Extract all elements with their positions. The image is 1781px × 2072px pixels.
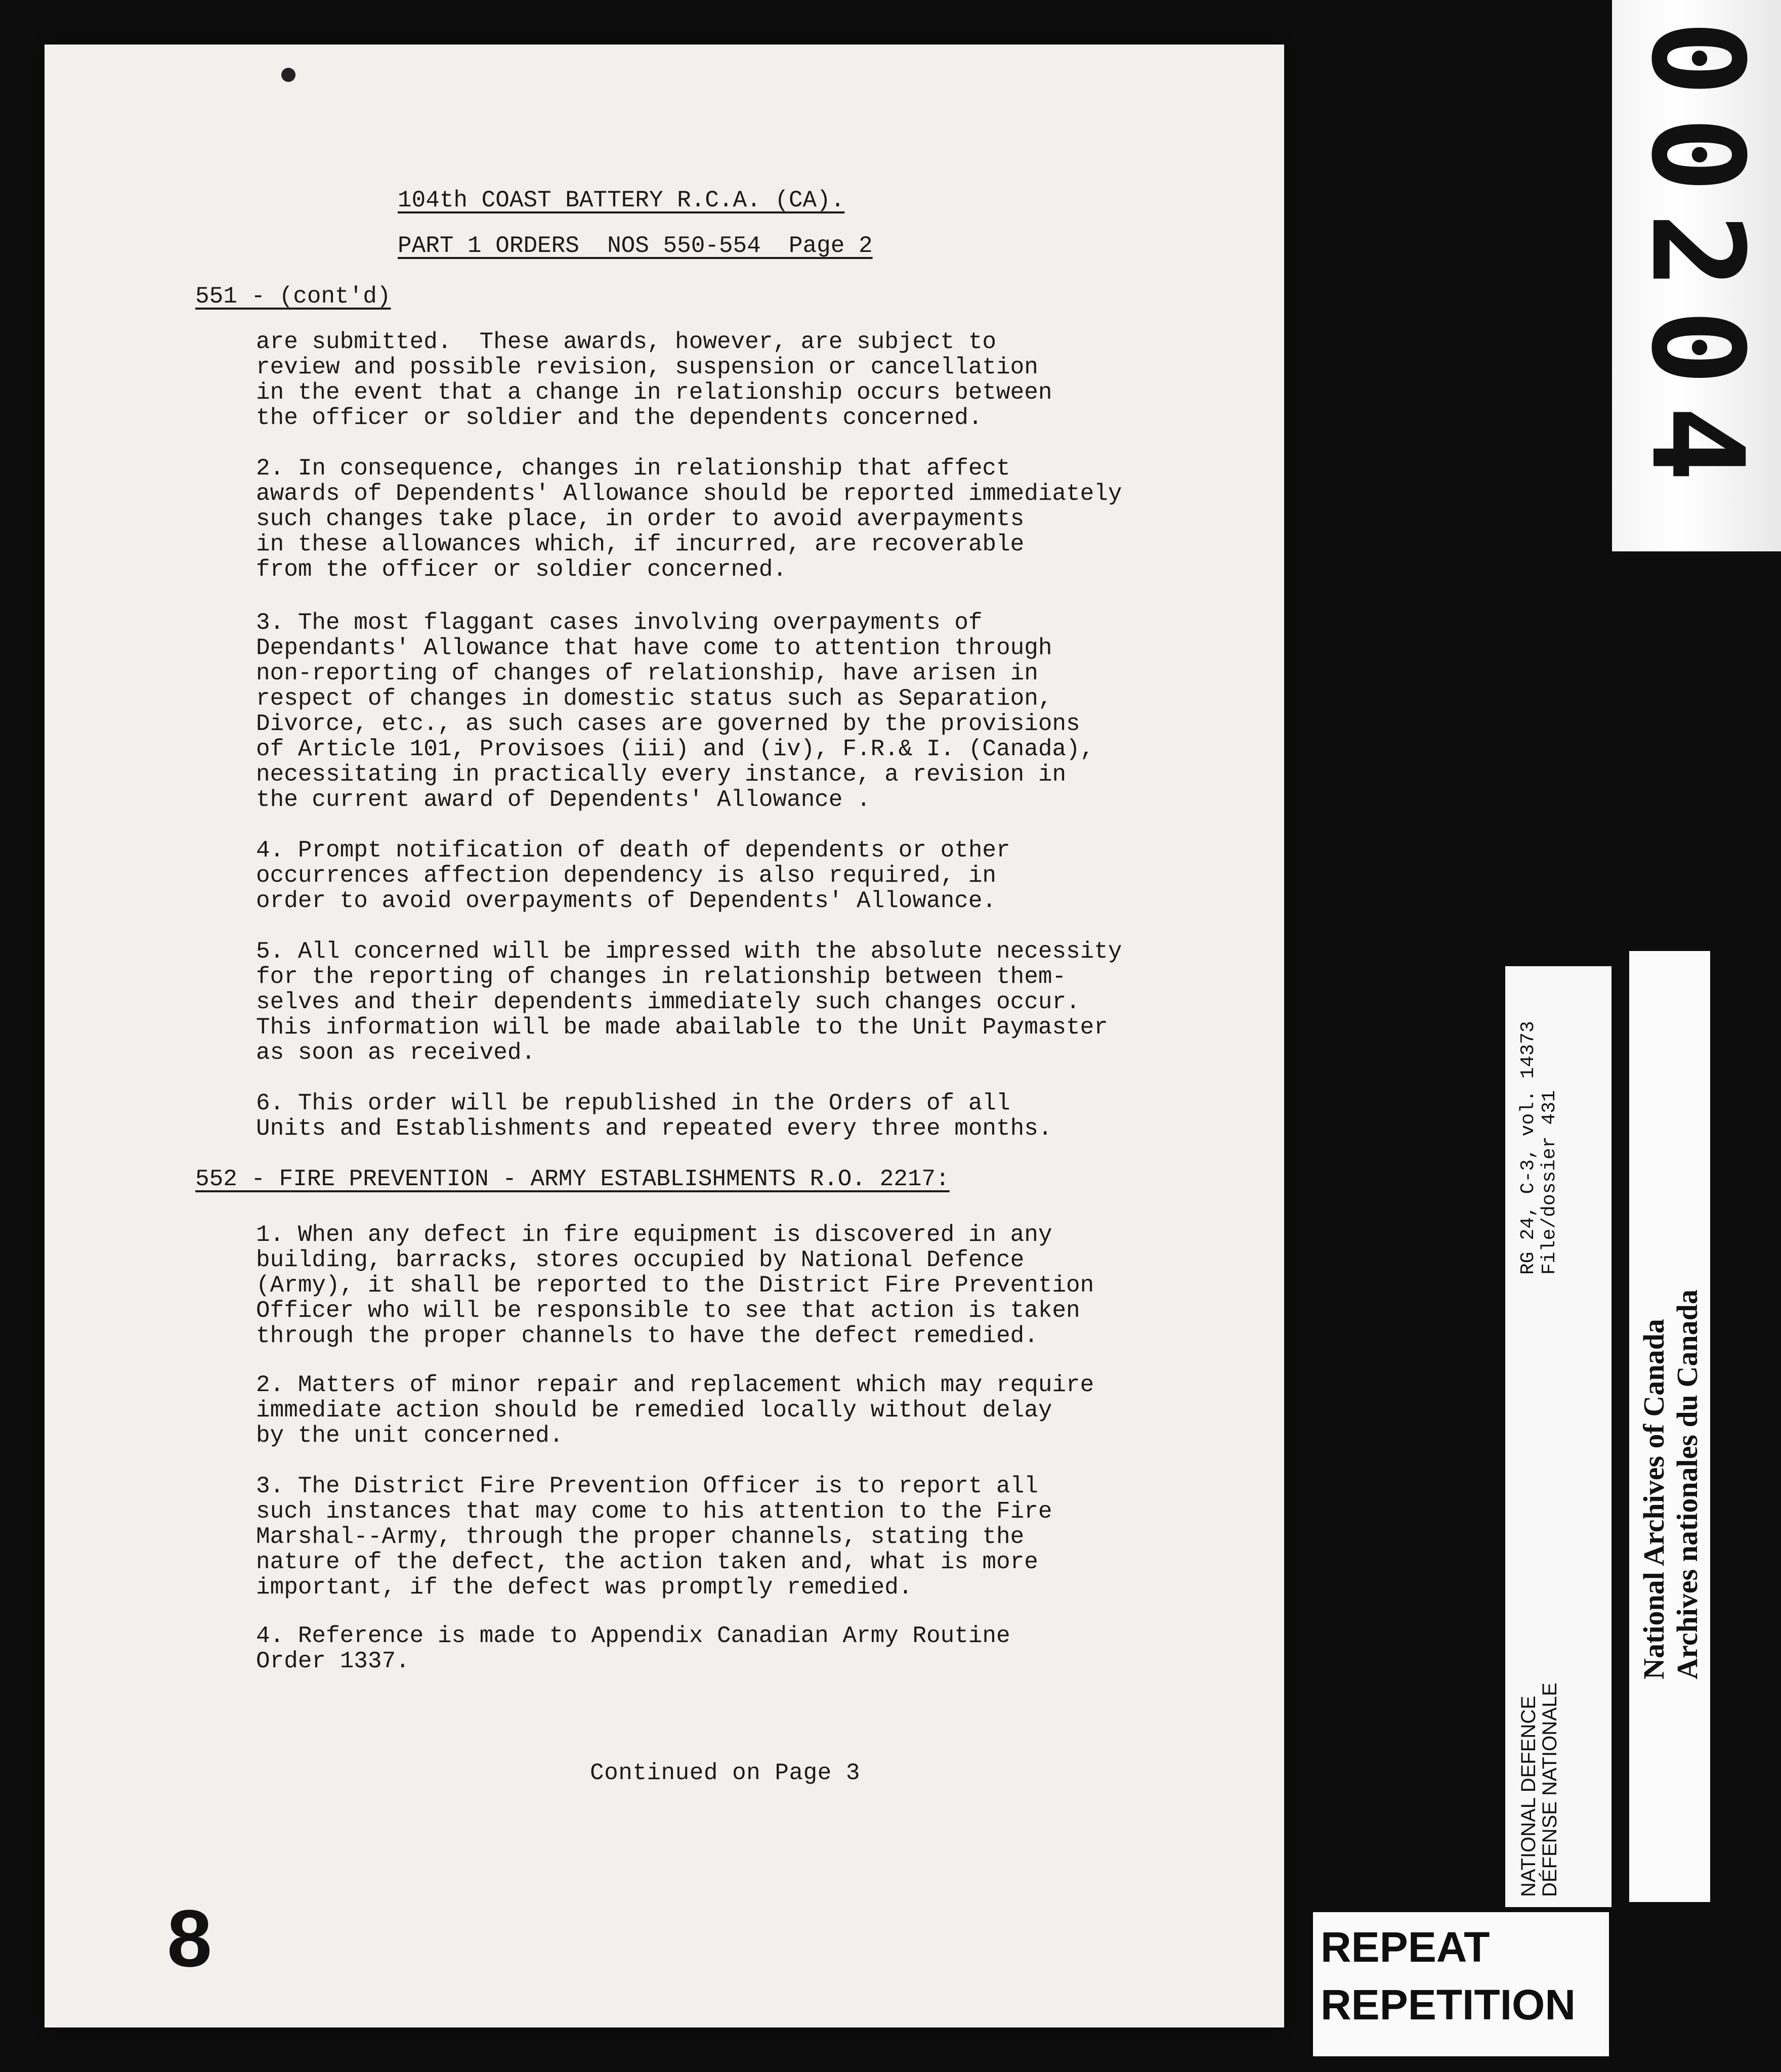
text-line: through the proper channels to have the defect remedied. xyxy=(256,1323,1038,1349)
paragraph-551-3 xyxy=(256,610,1238,812)
national-defence-text xyxy=(1518,1682,1560,1897)
archives-text xyxy=(1637,1289,1704,1679)
national-defence-fr: DÉFENSE NATIONALE xyxy=(1539,1682,1561,1897)
page-mark: 8 xyxy=(167,1893,212,1983)
paragraph-551-4 xyxy=(256,837,1238,913)
punch-hole-mark xyxy=(281,68,295,82)
text-line: 2. Matters of minor repair and replacement which may require xyxy=(256,1372,1094,1398)
continued-footer: Continued on Page 3 xyxy=(590,1760,860,1786)
text-line: 1. When any defect in fire equipment is discovered in any xyxy=(256,1222,1052,1248)
text-line: selves and their dependents immediately such changes occur. xyxy=(256,989,1080,1015)
text-line: occurrences affection dependency is also required, in xyxy=(256,862,997,889)
repeat-stamp-text xyxy=(1321,1918,1576,2034)
text-line: of Article 101, Provisoes (iii) and (iv), F.R.& I. (Canada), xyxy=(256,736,1094,762)
text-line: for the reporting of changes in relationship between them- xyxy=(256,964,1067,990)
text-line: as soon as received. xyxy=(256,1040,536,1066)
text-line: Order 1337. xyxy=(256,1648,410,1674)
text-line: 3. The District Fire Prevention Officer is to report all xyxy=(256,1473,1038,1499)
text-line: important, if the defect was promptly remedied. xyxy=(256,1574,913,1601)
text-line: such instances that may come to his attention to the Fire xyxy=(256,1498,1052,1525)
paragraph-551-5 xyxy=(256,938,1238,1065)
text-line: non-reporting of changes of relationship, have arisen in xyxy=(256,660,1038,686)
text-line: nature of the defect, the action taken and, what is more xyxy=(256,1549,1038,1575)
text-line: by the unit concerned. xyxy=(256,1422,564,1449)
text-line: such changes take place, in order to avoid averpayments xyxy=(256,506,1025,532)
text-line: are submitted. These awards, however, are subject to xyxy=(256,329,997,355)
text-line: (Army), it shall be reported to the District Fire Prevention xyxy=(256,1272,1094,1299)
text-line: the officer or soldier and the dependents concerned. xyxy=(256,405,983,431)
text-line: Divorce, etc., as such cases are governed by the provisions xyxy=(256,711,1080,737)
text-line: awards of Dependents' Allowance should be reported immediately xyxy=(256,481,1122,507)
text-line: Units and Establishments and repeated every three months. xyxy=(256,1115,1052,1142)
text-line: the current award of Dependents' Allowance . xyxy=(256,787,871,813)
text-line: Officer who will be responsible to see that action is taken xyxy=(256,1298,1080,1324)
text-line: immediate action should be remedied locally without delay xyxy=(256,1397,1052,1423)
national-defence-en: NATIONAL DEFENCE xyxy=(1517,1696,1540,1897)
archives-en: National Archives of Canada xyxy=(1637,1319,1670,1679)
paragraph-552-2 xyxy=(256,1372,1238,1448)
text-line: 4. Prompt notification of death of dependents or other xyxy=(256,837,1010,864)
text-line: This information will be made abailable to the Unit Paymaster xyxy=(256,1014,1108,1041)
document-title: 104th COAST BATTERY R.C.A. (CA). xyxy=(398,187,845,213)
text-line: 4. Reference is made to Appendix Canadian Army Routine xyxy=(256,1623,1010,1649)
text-line: building, barracks, stores occupied by National Defence xyxy=(256,1247,1025,1273)
paragraph-551-6 xyxy=(256,1090,1238,1141)
frame-number: 00204 xyxy=(1624,20,1771,502)
text-line: from the officer or soldier concerned. xyxy=(256,556,787,583)
reference-line-2: File/dossier 431 xyxy=(1539,1090,1560,1275)
paragraph-551-1 xyxy=(256,329,1238,430)
text-line: necessitating in practically every instance, a revision in xyxy=(256,761,1067,788)
text-line: order to avoid overpayments of Dependents' Allowance. xyxy=(256,888,997,914)
reference-line-1: RG 24, C-3, vol. 14373 xyxy=(1517,1021,1539,1275)
text-line: Dependants' Allowance that have come to attention through xyxy=(256,635,1052,661)
text-line: 2. In consequence, changes in relationship that affect xyxy=(256,455,1010,482)
archive-reference xyxy=(1518,1021,1560,1275)
paragraph-552-3 xyxy=(256,1473,1238,1600)
text-line: Marshal--Army, through the proper channels, stating the xyxy=(256,1524,1025,1550)
text-line: in the event that a change in relationship occurs between xyxy=(256,379,1052,406)
text-line: review and possible revision, suspension or cancellation xyxy=(256,354,1038,380)
repeat-line-1: REPEAT xyxy=(1321,1923,1490,1971)
section-552-heading: 552 - FIRE PREVENTION - ARMY ESTABLISHMENTS R.O. 2217: xyxy=(195,1166,950,1192)
paragraph-552-1 xyxy=(256,1222,1238,1348)
text-line: respect of changes in domestic status such as Separation, xyxy=(256,685,1052,712)
document-subtitle: PART 1 ORDERS NOS 550-554 Page 2 xyxy=(398,233,873,259)
archives-fr: Archives nationales du Canada xyxy=(1671,1289,1704,1679)
section-551-heading: 551 - (cont'd) xyxy=(195,283,391,310)
text-line: 3. The most flaggant cases involving overpayments of xyxy=(256,610,983,636)
text-line: 5. All concerned will be impressed with the absolute necessity xyxy=(256,938,1122,965)
text-line: in these allowances which, if incurred, are recoverable xyxy=(256,531,1025,557)
repeat-line-2: REPETITION xyxy=(1321,1981,1576,2028)
text-line: 6. This order will be republished in the Orders of all xyxy=(256,1090,1010,1116)
paragraph-551-2 xyxy=(256,455,1238,582)
paragraph-552-4 xyxy=(256,1623,1238,1673)
